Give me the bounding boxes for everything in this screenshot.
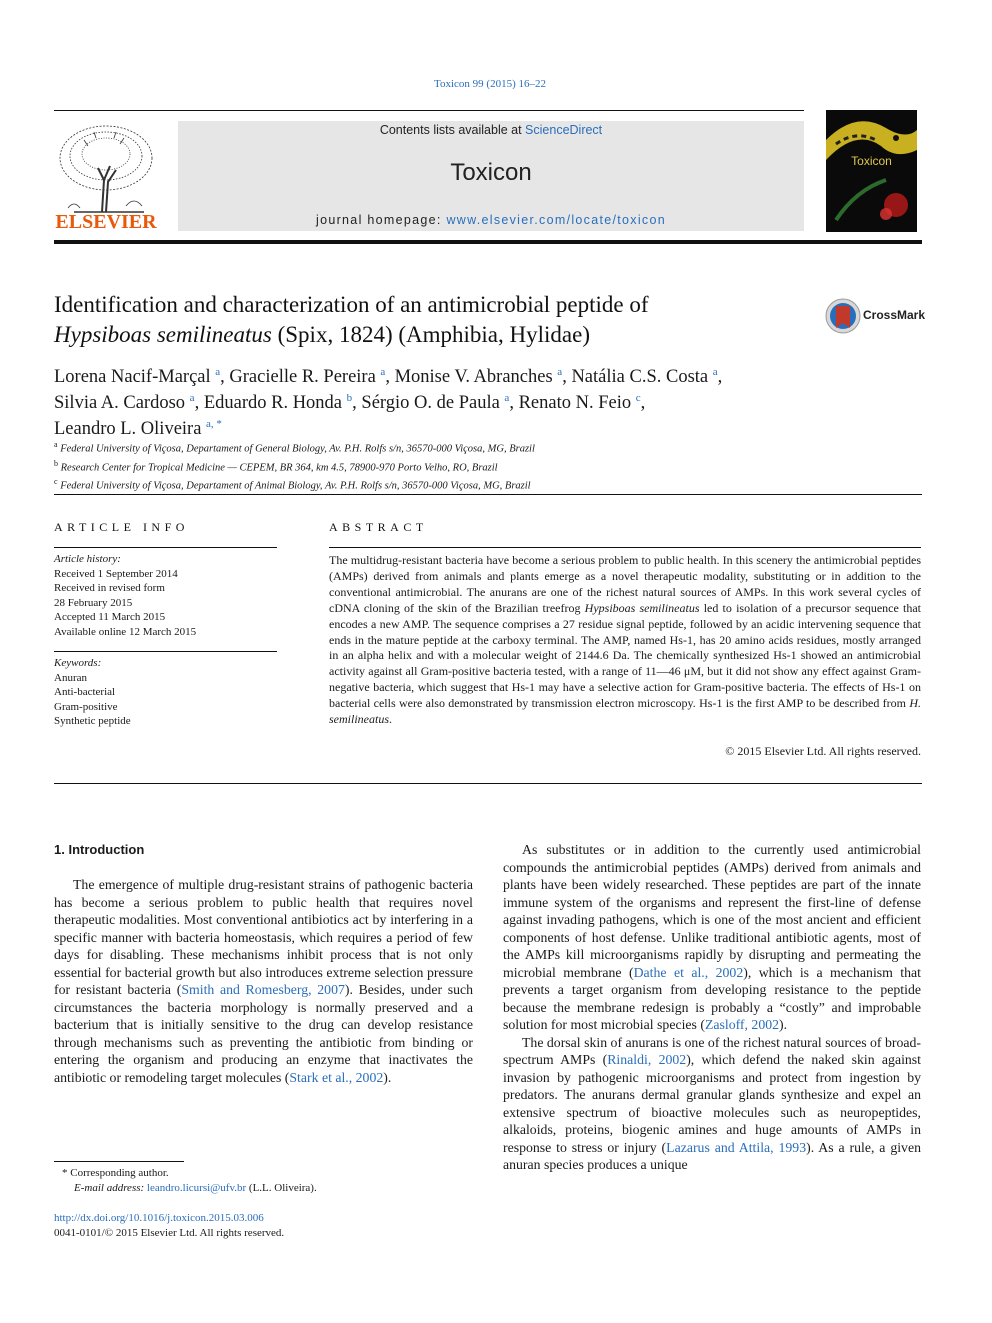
abstract-rule [329,547,921,548]
corresponding-footnote: * Corresponding author. E-mail address: leandro.licursi@ufv.br (L.L. Oliveira). [62,1167,317,1194]
author[interactable]: Gracielle R. Pereira $^a$ [229,366,386,388]
email-link[interactable]: leandro.licursi@ufv.br [146,1182,247,1194]
author[interactable]: Lorena Nacif-Marçal $^a$ [54,366,221,388]
affiliation: $^c$ Federal University of Viçosa, Departament of Animal Biology, Av. P.H. Rolfs s/n, 36570-000 Viçosa, MG, Brazil [54,477,531,492]
journal-cover-image[interactable] [826,110,917,232]
crossmark-badge[interactable] [825,296,925,336]
keyword: Synthetic peptide [54,715,131,727]
title-line1: Identification and characterization of an antimicrobial peptide of [54,292,649,317]
paragraph: The emergence of multiple drug-resistant strains of pathogenic bacteria has become a serious problem to public health that requires novel therapeutic modalities. Most conventional antibiotics act by interfering in a specific manner with bacteria homeostasis, which requires a period of few days for disabling. These mechanisms inhibit process that is not only essential for bacterial growth but also introduces extreme selection pressure for resistant bacteria (Smith and Romesberg, 2007). Besides, under such circumstances the bacteria morphology is normally preserved and a bacterium that is initially sensitive to the drug can develop resistance through mechanisms such as preventing the antibiotic from binding or entering the organism and producing an enzyme that inactivates the antibiotic or remodeling target molecules (Stark et al., 2002). [54,877,474,1085]
citation-link[interactable]: Lazarus and Attila, 1993 [666,1139,807,1155]
email-label: E-mail address: [74,1182,145,1194]
journal-citation[interactable]: Toxicon 99 (2015) 16–22 [434,78,546,90]
history-item: Received 1 September 2014 [54,567,178,580]
crossmark-icon [825,296,861,336]
sciencedirect-link[interactable]: ScienceDirect [525,123,603,137]
author[interactable]: Natália C.S. Costa $^a$ [571,366,718,388]
body-column-right [503,841,921,1174]
journal-banner [178,121,804,231]
affiliation: $^b$ Research Center for Tropical Medicine — CEPEM, BR 364, km 4.5, 78900-970 Porto Velho, RO, Brazil [54,458,498,473]
paragraph: The dorsal skin of anurans is one of the richest natural sources of broad-spectrum AMPs (Rinaldi, 2002), which defend the naked skin against invasion by pathogenic microorganisms and protect from ingestion by predators. The anurans dermal granular glands synthesize and expel an extensive spectrum of bioactive molecules such as neuropeptides, alkaloids, proteins, biogenic amines and huge amounts of AMPs in response to stress or injury (Lazarus and Attila, 1993). As a rule, a given anuran species produces a unique [503,1034,922,1172]
body-column-left [54,876,473,1086]
author-corresponding[interactable]: Leandro L. Oliveira $^{a, *}$ [54,418,222,440]
contents-line [178,123,804,137]
author[interactable]: Monise V. Abranches $^a$ [394,366,563,388]
abstract-copyright: © 2015 Elsevier Ltd. All rights reserved. [725,744,921,758]
affiliation-rule [54,494,922,495]
citation-link[interactable]: Smith and Romesberg, 2007 [181,982,345,997]
contents-prefix: Contents lists available at [379,123,526,137]
email-suffix: (L.L. Oliveira). [246,1182,317,1194]
author[interactable]: Eduardo R. Honda $^b$ [203,392,353,414]
elsevier-wordmark: ELSEVIER [55,211,157,233]
keyword: Gram-positive [54,700,118,713]
title-species: Hypsiboas semilineatus [54,322,272,347]
citation-link[interactable]: Dathe et al., 2002 [633,964,744,980]
author-list: Lorena Nacif-Marçal $^a$, Gracielle R. Pereira $^a$, Monise V. Abranches $^a$, Natália C.S. Costa $^a$, Silvia A. Cardoso $^a$, Eduardo R. Honda $^b$, Sérgio O. de Paula $^a$, Renato N. Feio $^c$, Leandro L. Oliveira $^{a, *}$ [54,366,723,440]
abstract-bottom-rule [54,783,922,784]
crossmark-label: CrossMark [863,308,926,322]
homepage-prefix: journal homepage: [316,213,447,227]
elsevier-logo[interactable] [54,120,158,234]
snake-cover-illustration [826,110,917,232]
keyword: Anti-bacterial [54,686,116,698]
citation-link[interactable]: Stark et al., 2002 [289,1069,384,1085]
article-info-heading: ARTICLE INFO [54,520,189,534]
history-item: 28 February 2015 [54,596,133,609]
title-rest: (Spix, 1824) (Amphibia, Hylidae) [271,322,590,347]
keywords [54,656,277,729]
keywords-label: Keywords: [54,657,102,669]
history-item: Accepted 11 March 2015 [54,611,166,623]
corresponding-label: Corresponding author. [70,1167,169,1179]
homepage-line [178,213,804,227]
journal-name: Toxicon [450,159,532,186]
affiliation: $^a$ Federal University of Viçosa, Departament of General Biology, Av. P.H. Rolfs s/n, 36570-000 Viçosa, MG, Brazil [54,440,535,455]
affiliations [54,438,914,494]
keywords-rule [54,651,277,652]
issn-copyright: 0041-0101/© 2015 Elsevier Ltd. All rights reserved. [54,1227,285,1239]
author[interactable]: Sérgio O. de Paula $^a$ [361,392,510,414]
history-item: Received in revised form [54,582,165,594]
article-title [54,290,814,350]
history-item: Available online 12 March 2015 [54,625,197,638]
elsevier-tree-icon [54,120,158,214]
doi-link[interactable]: http://dx.doi.org/10.1016/j.toxicon.2015.03.006 [54,1212,264,1224]
history-label: Article history: [54,553,121,565]
article-info-rule [54,547,277,548]
section-heading-introduction: 1. Introduction [54,842,145,857]
cover-journal-title: Toxicon [851,154,892,168]
abstract-heading: ABSTRACT [329,520,428,534]
article-history [54,552,277,639]
author[interactable]: Silvia A. Cardoso $^a$ [54,392,195,414]
citation-link[interactable]: Rinaldi, 2002 [607,1052,687,1067]
header-thick-rule [54,240,922,244]
citation-link[interactable]: Zasloff, 2002 [704,1017,780,1032]
abstract-text: The multidrug-resistant bacteria have become a serious problem to public health. In this scenery the antimicrobial peptides (AMPs) derived from animals and plants emerge as a novel therapeutic modality, substituting or in addition to the conventional antimicrobial. The anurans are one of the richest natural sources of AMPs. In this work several cycles of cDNA cloning of the skin of the Brazilian treefrog Hypsiboas semilineatus led to isolation of a precursor sequence that encodes a new AMP. The sequence comprises a 27 residue signal peptide, followed by an acidic intervening sequence that ends in the mature peptide at the carboxy terminal. The AMP, named Hs-1, has 20 amino acids residues, mostly arranged in an alpha helix and with a molecular weight of 2144.6 Da. The chemically synthesized Hs-1 showed an antimicrobial activity against all Gram-positive bacteria tested, with a range of 11—46 μM, but it did not show any effect against Gram-negative bacteria, which suggest that Hs-1 may have a selective action for Gram-positive bacteria. The effects of Hs-1 on bacterial cells were also demonstrated by transmission electron microscopy. Hs-1 is the first AMP to be described from H. semilineatus. [329,553,921,727]
header-rule [54,110,804,111]
paragraph: As substitutes or in addition to the currently used antimicrobial compounds the antimicrobial peptides (AMPs) derived from animals and plants have been widely researched. These peptides are part of the innate immune system of the organisms and represent the first-line of defense against invading pathogens, which is one of the most ancient and efficient components of host defense. Unlike traditional antibiotic agents, most of the AMPs kill microorganisms rapidly by disrupting and permeating the microbial membrane (Dathe et al., 2002), which is a mechanism that prevents a target organism from developing resistance to the peptide because the membrane redesign is probably a “costly” and improbable solution for most microbial species (Zasloff, 2002). [503,842,921,1032]
keyword: Anuran [54,671,87,684]
homepage-link[interactable]: www.elsevier.com/locate/toxicon [446,213,666,227]
footnote-rule [54,1161,184,1162]
author[interactable]: Renato N. Feio $^c$ [518,392,641,414]
